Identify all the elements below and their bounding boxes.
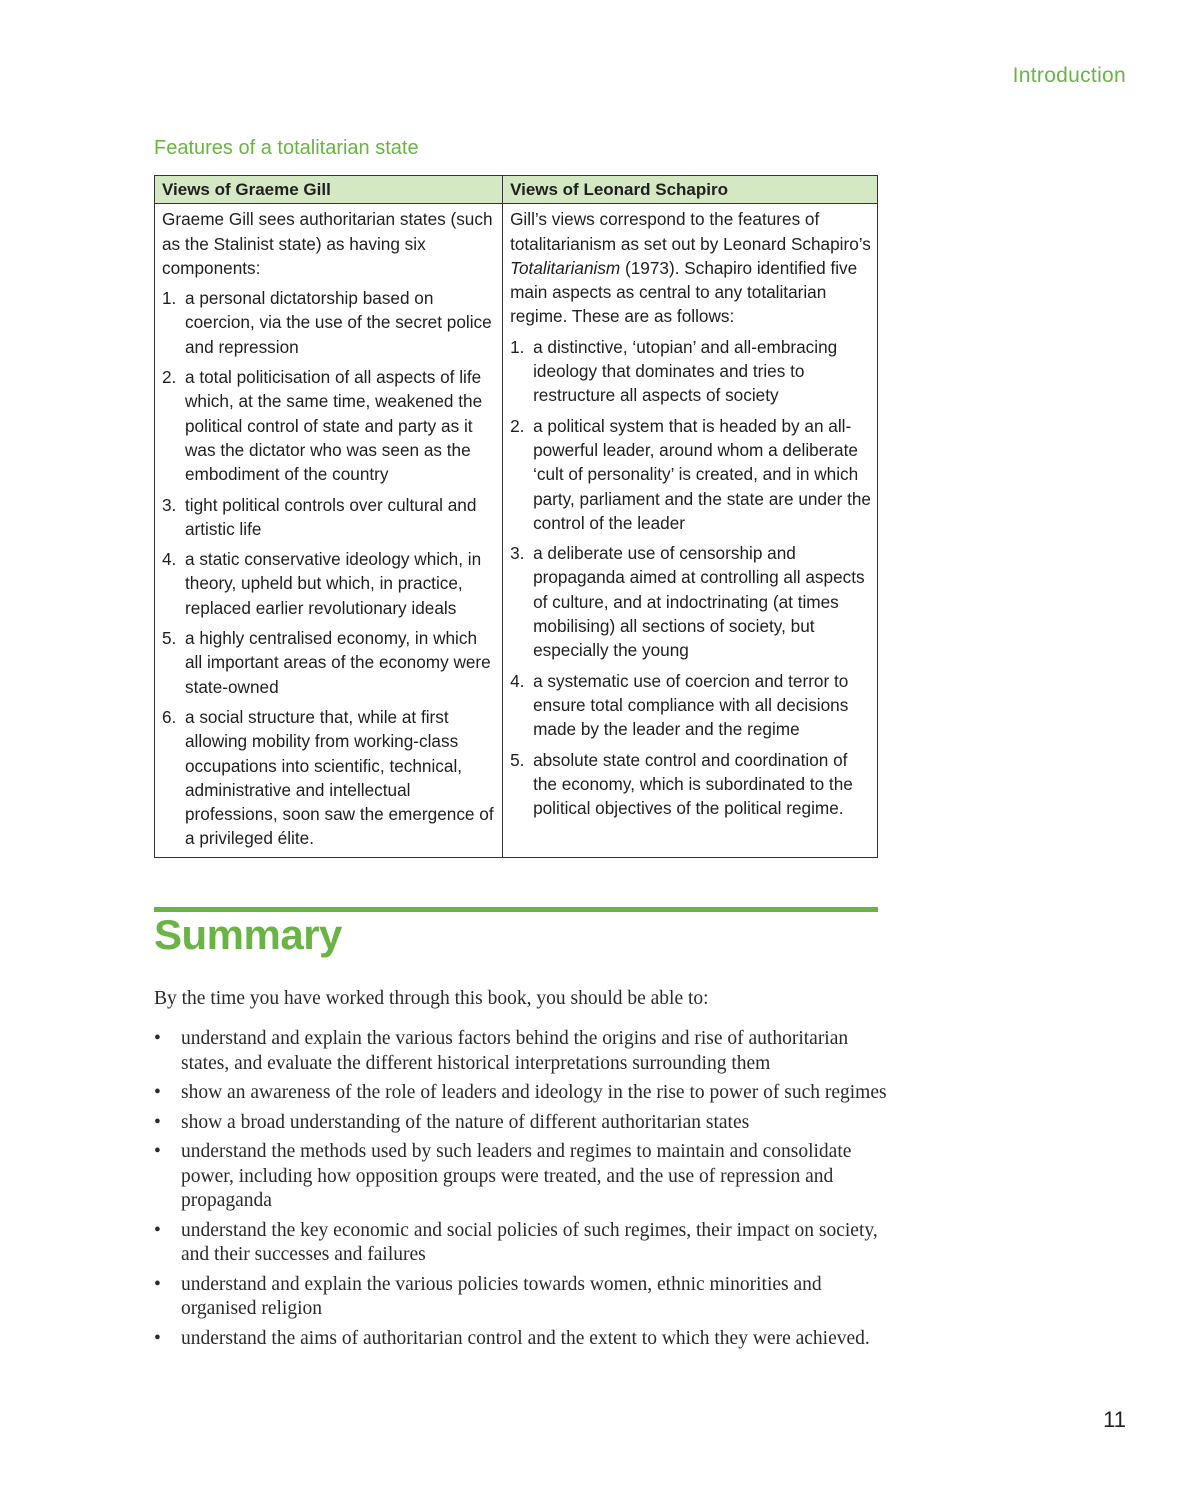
point-number: 4.	[162, 549, 177, 570]
point-number: 3.	[510, 543, 525, 564]
header-gill: Views of Graeme Gill	[155, 176, 503, 204]
point-number: 1.	[510, 336, 525, 357]
table-header-row	[155, 176, 878, 204]
schapiro-intro-start: Gill’s views correspond to the features of totalitarianism as set out by Leonard Schapiro’s	[510, 209, 871, 254]
bullet-icon: •	[154, 1273, 161, 1295]
point-text: a personal dictatorship based on coercion, via the use of the secret police and repression	[185, 288, 492, 357]
summary-item	[154, 1327, 894, 1352]
point-number: 1.	[162, 288, 177, 309]
running-head: Introduction	[1012, 64, 1126, 87]
summary-list	[154, 1027, 894, 1356]
point-text: a deliberate use of censorship and propaganda aimed at controlling all aspects of culture, and at indoctrinating (at times mobilising) all sections of society, but especially the young	[533, 543, 865, 661]
point-text: a total politicisation of all aspects of life which, at the same time, weakened the political control of state and party as it was the dictator who was seen as the embodiment of the country	[185, 367, 483, 485]
point-number: 6.	[162, 706, 177, 727]
summary-item-text: understand the aims of authoritarian control and the extent to which they were achieved.	[181, 1327, 870, 1349]
schapiro-point	[510, 414, 871, 535]
gill-point	[162, 626, 496, 699]
schapiro-points	[510, 335, 871, 821]
summary-item-text: show an awareness of the role of leaders and ideology in the rise to power of such regimes	[181, 1082, 887, 1103]
point-text: a systematic use of coercion and terror to ensure total compliance with all decisions made by the leader and the regime	[533, 670, 849, 740]
gill-points	[162, 286, 496, 851]
point-number: 3.	[162, 494, 177, 515]
point-number: 4.	[510, 670, 525, 691]
gill-intro: Graeme Gill sees authoritarian states (such as the Stalinist state) as having six components:	[162, 209, 493, 278]
summary-item	[154, 1111, 894, 1136]
table-caption: Features of a totalitarian state	[154, 137, 419, 159]
bullet-icon: •	[154, 1141, 161, 1162]
bullet-icon: •	[154, 1219, 161, 1241]
gill-point	[162, 493, 496, 542]
book-title: Totalitarianism	[510, 257, 621, 278]
page-number: 11	[1103, 1407, 1126, 1432]
bullet-icon: •	[154, 1028, 161, 1049]
point-number: 2.	[162, 367, 177, 388]
schapiro-cell	[503, 204, 878, 857]
summary-item	[154, 1081, 894, 1106]
gill-cell	[155, 204, 503, 857]
point-text: tight political controls over cultural and artistic life	[185, 494, 477, 539]
summary-item	[154, 1219, 894, 1268]
table-body-row	[155, 204, 878, 857]
schapiro-intro-end: (1973). Schapiro identified five main aspects as central to any totalitarian regime. These are as follows:	[510, 257, 858, 327]
gill-point	[162, 547, 496, 620]
bullet-icon: •	[154, 1111, 161, 1133]
gill-point	[162, 705, 496, 851]
schapiro-point	[510, 541, 871, 662]
gill-point	[162, 286, 496, 359]
bullet-icon: •	[154, 1082, 161, 1103]
schapiro-point	[510, 669, 871, 742]
point-text: a social structure that, while at first allowing mobility from working-class occupations into scientific, technical, administrative and intellectual professions, soon saw the emergence of a privileged élite.	[185, 706, 494, 849]
schapiro-point	[510, 335, 871, 408]
summary-item-text: understand the key economic and social policies of such regimes, their impact on society, and their successes and failures	[181, 1219, 878, 1265]
point-text: a highly centralised economy, in which all important areas of the economy were state-owned	[185, 628, 491, 697]
point-number: 5.	[162, 628, 177, 649]
summary-item	[154, 1140, 894, 1214]
point-text: a political system that is headed by an all-powerful leader, around whom a deliberate ‘cult of personality’ is created, and in which party, parliament and the state are under the control of the leader	[533, 415, 871, 533]
features-table	[154, 175, 878, 858]
point-text: a distinctive, ‘utopian’ and all-embracing ideology that dominates and tries to restructure all aspects of society	[533, 336, 838, 406]
summary-item-text: understand and explain the various policies towards women, ethnic minorities and organised religion	[181, 1273, 822, 1319]
summary-intro: By the time you have worked through this book, you should be able to:	[154, 988, 709, 1009]
summary-item-text: show a broad understanding of the nature of different authoritarian states	[181, 1111, 750, 1133]
gill-point	[162, 365, 496, 486]
summary-item	[154, 1273, 894, 1322]
point-number: 2.	[510, 415, 525, 436]
bullet-icon: •	[154, 1327, 161, 1349]
schapiro-point	[510, 748, 871, 821]
summary-heading: Summary	[154, 911, 342, 958]
summary-item-text: understand and explain the various factors behind the origins and rise of authoritarian states, and evaluate the different historical interpretations surrounding them	[181, 1028, 849, 1074]
summary-item	[154, 1027, 894, 1076]
point-text: absolute state control and coordination of the economy, which is subordinated to the political objectives of the political regime.	[533, 749, 853, 819]
point-text: a static conservative ideology which, in theory, upheld but which, in practice, replaced earlier revolutionary ideals	[185, 549, 482, 618]
point-number: 5.	[510, 749, 525, 770]
header-schapiro: Views of Leonard Schapiro	[503, 176, 878, 204]
schapiro-intro	[510, 207, 871, 328]
summary-item-text: understand the methods used by such leaders and regimes to maintain and consolidate power, including how opposition groups were treated, and the use of repression and propaganda	[181, 1141, 852, 1211]
